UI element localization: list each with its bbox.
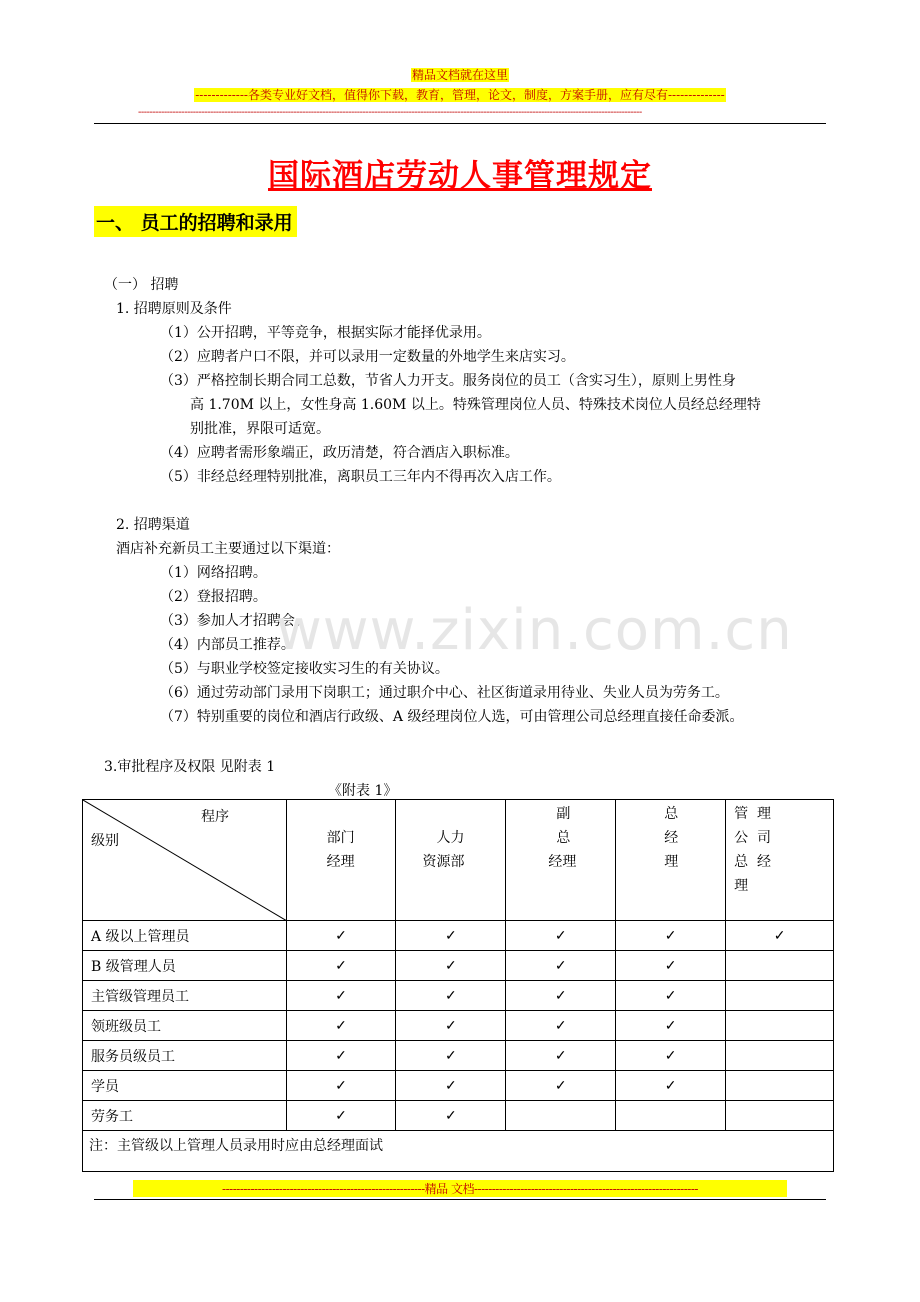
check-cell: ✓ <box>506 1041 616 1071</box>
table-row <box>83 1101 834 1131</box>
check-cell: ✓ <box>286 1011 396 1041</box>
check-cell: ✓ <box>616 981 726 1011</box>
header-line-1: 精品文档就在这里 <box>411 68 508 82</box>
check-cell: ✓ <box>396 1101 506 1131</box>
check-cell <box>726 1011 834 1041</box>
sub1-item: （2）应聘者户口不限，并可以录用一定数量的外地学生来店实习。 <box>160 349 575 365</box>
check-cell: ✓ <box>396 1011 506 1041</box>
diagonal-line <box>83 800 287 921</box>
header-line-2: -------------各类专业好文档，值得你下载，教育，管理，论文，制度，方案手册，应有尽有-------------- <box>195 88 725 102</box>
check-cell: ✓ <box>616 1041 726 1071</box>
check-cell: ✓ <box>506 1011 616 1041</box>
sub1-item-cont: 别批准，界限可适宽。 <box>190 421 330 437</box>
recruit-heading: （一） 招聘 <box>104 277 179 293</box>
corner-cell <box>83 800 287 921</box>
check-cell: ✓ <box>286 1071 396 1101</box>
row-label: 学员 <box>83 1071 287 1101</box>
check-cell: ✓ <box>396 1041 506 1071</box>
check-cell: ✓ <box>286 1101 396 1131</box>
col-header-dept-manager: 部门 经理 <box>286 800 396 921</box>
col-header-gm: 总 经 理 <box>616 800 726 921</box>
check-cell: ✓ <box>506 981 616 1011</box>
row-label: 服务员级员工 <box>83 1041 287 1071</box>
check-cell: ✓ <box>616 921 726 951</box>
footer-banner: ---------------------------------------------------------精品 文档--------------------------------------------------------------- <box>133 1180 787 1197</box>
col-header-deputy-gm: 副 总 经理 <box>506 800 616 921</box>
watermark: www.zixin.com.cn <box>276 598 793 663</box>
footer-rule <box>94 1199 826 1200</box>
table-note-row <box>83 1131 834 1172</box>
check-cell <box>726 1071 834 1101</box>
check-cell <box>726 951 834 981</box>
approval-table <box>82 799 834 1172</box>
table-header-row <box>83 800 834 921</box>
sub1-item: （3）严格控制长期合同工总数，节省人力开支。服务岗位的员工（含实习生），原则上男性身 <box>160 373 736 389</box>
check-cell: ✓ <box>396 921 506 951</box>
check-cell: ✓ <box>286 981 396 1011</box>
row-label: 劳务工 <box>83 1101 287 1131</box>
col-header-hr: 人力 资源部 <box>396 800 506 921</box>
header-rule <box>94 123 826 124</box>
sub2-item: （6）通过劳动部门录用下岗职工；通过职介中心、社区街道录用待业、失业人员为劳务工。 <box>160 685 729 701</box>
table-caption: 《附表 1》 <box>328 783 398 799</box>
table-row <box>83 981 834 1011</box>
sub2-item: （2）登报招聘。 <box>160 589 267 605</box>
table-row <box>83 951 834 981</box>
check-cell: ✓ <box>726 921 834 951</box>
check-cell: ✓ <box>616 951 726 981</box>
corner-left-label: 级别 <box>91 833 119 849</box>
check-cell: ✓ <box>396 981 506 1011</box>
check-cell: ✓ <box>616 1071 726 1101</box>
check-cell: ✓ <box>396 951 506 981</box>
table-note: 注：主管级以上管理人员录用时应由总经理面试 <box>83 1131 834 1172</box>
check-cell <box>726 1041 834 1071</box>
header-line-3: ------------------------------------------------------------------------------------------------------------------------------------------------------------------------------- <box>138 107 642 118</box>
table-row <box>83 1071 834 1101</box>
check-cell: ✓ <box>286 1041 396 1071</box>
check-cell <box>726 981 834 1011</box>
check-cell: ✓ <box>506 921 616 951</box>
row-label: 领班级员工 <box>83 1011 287 1041</box>
check-cell: ✓ <box>286 921 396 951</box>
sub1-item: （5）非经总经理特别批准，离职员工三年内不得再次入店工作。 <box>160 469 561 485</box>
sub2-item: （4）内部员工推荐。 <box>160 637 295 653</box>
document-title: 国际酒店劳动人事管理规定 <box>268 158 652 194</box>
col-header-company-gm: 管 理 公 司 总 经 理 <box>726 800 834 921</box>
table-row <box>83 921 834 951</box>
check-cell <box>616 1101 726 1131</box>
check-cell: ✓ <box>506 951 616 981</box>
row-label: A 级以上管理员 <box>83 921 287 951</box>
sub2-heading: 2. 招聘渠道 <box>116 517 190 533</box>
table-row <box>83 1011 834 1041</box>
check-cell: ✓ <box>396 1071 506 1101</box>
section-heading: 一、 员工的招聘和录用 <box>94 206 297 237</box>
check-cell: ✓ <box>506 1071 616 1101</box>
check-cell <box>506 1101 616 1131</box>
corner-top-label: 程序 <box>201 809 229 825</box>
sub2-item: （1）网络招聘。 <box>160 565 267 581</box>
sub2-item: （7）特别重要的岗位和酒店行政级、A 级经理岗位人选，可由管理公司总经理直接任命委派。 <box>160 709 744 725</box>
sub1-item: （4）应聘者需形象端正，政历清楚，符合酒店入职标准。 <box>160 445 519 461</box>
sub1-item-cont: 高 1.70M 以上，女性身高 1.60M 以上。特殊管理岗位人员、特殊技术岗位人员经总经理特 <box>190 397 761 413</box>
row-label: 主管级管理员工 <box>83 981 287 1011</box>
check-cell: ✓ <box>616 1011 726 1041</box>
check-cell: ✓ <box>286 951 396 981</box>
row-label: B 级管理人员 <box>83 951 287 981</box>
sub2-item: （5）与职业学校签定接收实习生的有关协议。 <box>160 661 449 677</box>
sub1-heading: 1. 招聘原则及条件 <box>116 301 232 317</box>
sub2-intro: 酒店补充新员工主要通过以下渠道： <box>116 541 340 557</box>
check-cell <box>726 1101 834 1131</box>
sub3-heading: 3.审批程序及权限 见附表 1 <box>104 759 276 775</box>
sub1-item: （1）公开招聘，平等竞争，根据实际才能择优录用。 <box>160 325 491 341</box>
sub2-item: （3）参加人才招聘会。 <box>160 613 309 629</box>
table-row <box>83 1041 834 1071</box>
